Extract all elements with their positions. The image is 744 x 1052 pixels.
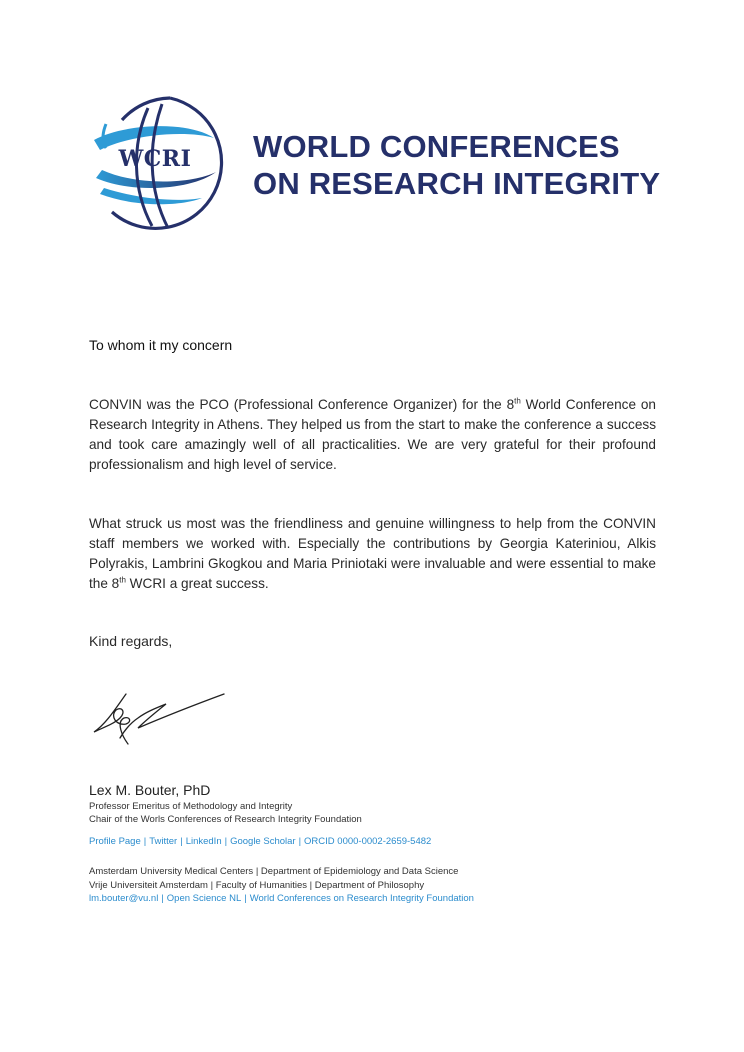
org-name-line1: WORLD CONFERENCES <box>253 129 620 164</box>
wcri-logo <box>92 94 242 234</box>
signatory-titles <box>89 800 362 826</box>
link-email[interactable]: lm.bouter@vu.nl <box>89 893 159 904</box>
paragraph-2: What struck us most was the friendliness and genuine willingness to help from the CONVIN staff members we worked with. Especially the contributions by Georgia Kateriniou, Alkis Polyrakis, Lambrini Gkogkou and Maria Priniotaki were invaluable and were essential to make the 8th WCRI a great success. <box>89 516 656 591</box>
affiliation-1: Amsterdam University Medical Centers | Department of Epidemiology and Data Science <box>89 866 459 877</box>
signature <box>86 688 228 748</box>
link-open-science-nl[interactable]: Open Science NL <box>166 893 242 904</box>
link-twitter[interactable]: Twitter <box>149 836 178 847</box>
link-orcid[interactable]: ORCID 0000-0002-2659-5482 <box>304 836 432 847</box>
link-profile-page[interactable]: Profile Page <box>89 836 141 847</box>
link-wcri-foundation[interactable]: World Conferences on Research Integrity Foundation <box>249 893 474 904</box>
link-linkedin[interactable]: LinkedIn <box>185 836 222 847</box>
paragraph-1: CONVIN was the PCO (Professional Conference Organizer) for the 8th World Conference on Research Integrity in Athens. They helped us from the start to make the conference a success and took care amazingly well of all practicalities. We are very grateful for their profound professionalism and high level of service. <box>89 396 656 472</box>
signatory-title-1: Professor Emeritus of Methodology and Integrity <box>89 801 293 812</box>
org-name-line2: ON RESEARCH INTEGRITY <box>253 166 661 201</box>
signatory-title-2: Chair of the Worls Conferences of Research Integrity Foundation <box>89 814 362 825</box>
affiliations <box>89 865 458 893</box>
profile-links: Profile Page | Twitter | LinkedIn | Google Scholar | ORCID 0000-0002-2659-5482 <box>89 836 432 847</box>
salutation: To whom it my concern <box>89 337 233 353</box>
signatory-name: Lex M. Bouter, PhD <box>89 782 211 798</box>
organization-name <box>253 128 660 202</box>
affiliation-2: Vrije Universiteit Amsterdam | Faculty of Humanities | Department of Philosophy <box>89 880 425 891</box>
closing: Kind regards, <box>89 633 173 649</box>
link-google-scholar[interactable]: Google Scholar <box>230 836 296 847</box>
logo-text: WCRI <box>118 146 192 172</box>
contact-links: lm.bouter@vu.nl | Open Science NL | World Conferences on Research Integrity Foundation <box>89 893 474 904</box>
